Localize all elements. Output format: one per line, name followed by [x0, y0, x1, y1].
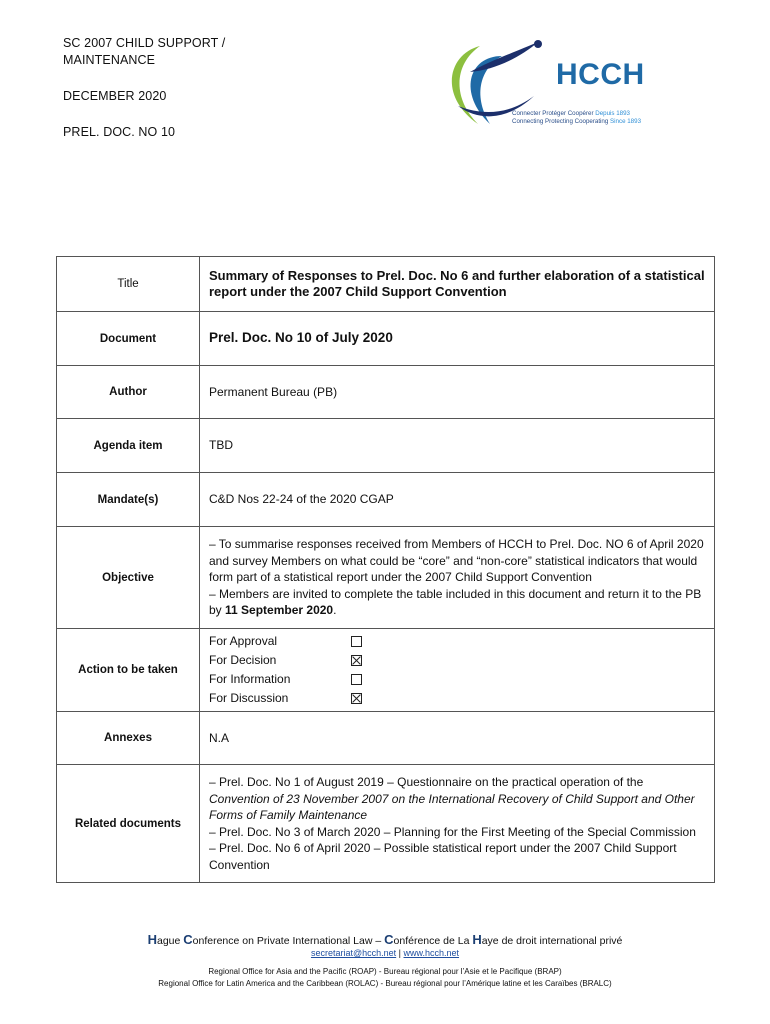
label-author: Author — [57, 366, 200, 419]
label-annexes: Annexes — [57, 712, 200, 765]
table-row-document — [57, 312, 715, 366]
footer-rolac: Regional Office for Latin America and the Caribbean (ROLAC) - Bureau régional pour l’Amérique latine et les Caraïbes (BRALC) — [158, 979, 612, 988]
footer-contacts: secretariat@hcch.net | www.hcch.net — [310, 948, 460, 958]
table-row-mandate — [57, 473, 715, 527]
logo-tagline-en: Connecting Protecting Cooperating Since 1893 — [512, 118, 642, 125]
related-doc-2: – Prel. Doc. No 3 of March 2020 – Planning for the First Meeting of the Special Commission — [209, 824, 696, 839]
objective-paragraph-1: – To summarise responses received from Members of HCCH to Prel. Doc. NO 6 of April 2020 and survey Members on what could be “core” and “non-core” statistical indicators that would form part of a statistical report under the 2007 Child Support Convention — [209, 537, 704, 585]
value-action — [200, 629, 715, 712]
label-action: Action to be taken — [57, 629, 200, 712]
footer-email-link[interactable]: secretariat@hcch.net — [310, 948, 397, 958]
value-annexes: N.A — [200, 712, 715, 765]
value-author: Permanent Bureau (PB) — [200, 366, 715, 419]
related-doc-1: – Prel. Doc. No 1 of August 2019 – Questionnaire on the practical operation of the Convention of 23 November 2007 on the International Recovery of Child Support and Other Forms of Family Maintenance — [209, 775, 695, 822]
label-document: Document — [57, 312, 200, 366]
header-date: DECEMBER 2020 — [63, 89, 167, 103]
hcch-wordmark: HCCH — [556, 58, 645, 91]
label-objective: Objective — [57, 527, 200, 629]
table-row-title — [57, 257, 715, 312]
header-committee-line2: MAINTENANCE — [63, 53, 156, 67]
label-agenda: Agenda item — [57, 419, 200, 473]
header-committee-line1: SC 2007 CHILD SUPPORT / — [63, 36, 226, 50]
document-info-table — [56, 256, 715, 883]
table-row-annexes — [57, 712, 715, 765]
value-mandate: C&D Nos 22-24 of the 2020 CGAP — [200, 473, 715, 527]
action-option-decision: For Decision — [209, 651, 706, 670]
table-row-agenda — [57, 419, 715, 473]
hcch-logo — [440, 36, 660, 132]
objective-paragraph-2: – Members are invited to complete the table included in this document and return it to the PB by 11 September 2020. — [209, 586, 702, 618]
table-row-author — [57, 366, 715, 419]
related-doc-3: – Prel. Doc. No 6 of April 2020 – Possible statistical report under the 2007 Child Support Convention — [209, 841, 677, 872]
value-document: Prel. Doc. No 10 of July 2020 — [200, 312, 715, 366]
logo-tagline-fr: Connecter Protéger Coopérer Depuis 1893 — [512, 110, 630, 117]
table-row-action — [57, 629, 715, 712]
table-row-objective — [57, 527, 715, 629]
checkbox-discussion[interactable] — [351, 693, 362, 704]
table-row-related — [57, 765, 715, 883]
checkbox-information[interactable] — [351, 674, 362, 685]
value-objective — [200, 527, 715, 629]
header-doc-number: PREL. DOC. NO 10 — [63, 125, 176, 139]
document-header — [63, 35, 225, 141]
value-title: Summary of Responses to Prel. Doc. No 6 and further elaboration of a statistical report under the 2007 Child Support Convention — [200, 257, 715, 312]
footer-organization-name: Hague Conference on Private International Law – Conférence de La Haye de droit international privé — [147, 932, 623, 947]
footer-roap: Regional Office for Asia and the Pacific (ROAP) - Bureau régional pour l’Asie et le Pacifique (BRAP) — [208, 967, 562, 976]
checkbox-decision[interactable] — [351, 655, 362, 666]
value-agenda: TBD — [200, 419, 715, 473]
value-related — [200, 765, 715, 883]
footer-website-link[interactable]: www.hcch.net — [403, 948, 460, 958]
action-option-information: For Information — [209, 670, 706, 689]
label-mandate: Mandate(s) — [57, 473, 200, 527]
label-title: Title — [57, 257, 200, 312]
action-option-discussion: For Discussion — [209, 689, 706, 708]
label-related: Related documents — [57, 765, 200, 883]
checkbox-approval[interactable] — [351, 636, 362, 647]
action-option-approval: For Approval — [209, 632, 706, 651]
footer-regional-offices — [0, 966, 770, 990]
